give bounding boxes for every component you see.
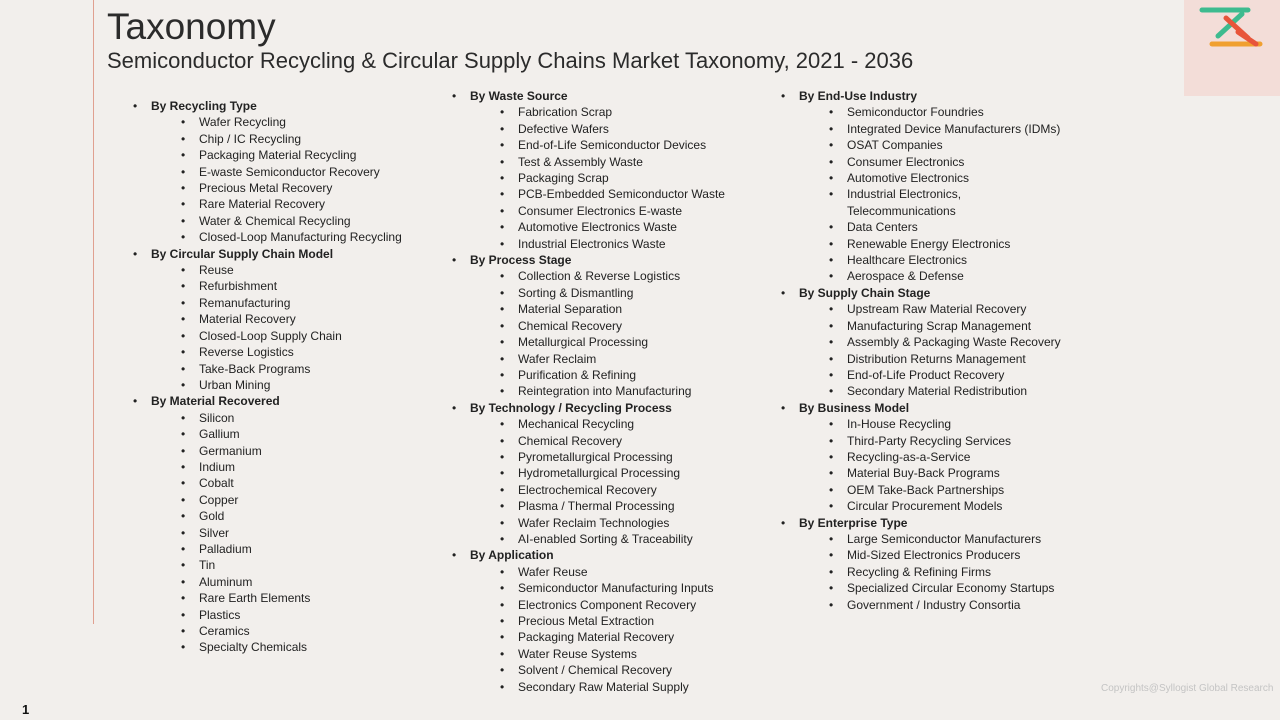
taxonomy-item-label: • Urban Mining [199,377,271,392]
category-heading: • By Process Stage [452,252,772,268]
taxonomy-list-item [133,410,453,426]
taxonomy-list-item [781,154,1101,170]
taxonomy-item-label: • Automotive Electronics Waste [518,220,677,235]
taxonomy-item-label: • Secondary Material Redistribution [847,384,1028,399]
taxonomy-item-label: • Gold [199,509,225,524]
taxonomy-item-label: • Electronics Component Recovery [518,597,697,612]
category-heading: • By Circular Supply Chain Model [133,246,453,262]
taxonomy-item-label: • Fabrication Scrap [518,105,613,120]
taxonomy-list-item [133,525,453,541]
taxonomy-list-item [133,377,453,393]
taxonomy-item-label: • Precious Metal Extraction [518,614,655,628]
taxonomy-list-item [781,416,1101,432]
taxonomy-item-label: • Secondary Raw Material Supply [518,679,689,694]
taxonomy-list-item [133,623,453,639]
taxonomy-item-label: • Metallurgical Processing [518,335,649,350]
taxonomy-list-item [133,114,453,130]
taxonomy-list-item [133,229,453,245]
taxonomy-list-item [133,328,453,344]
taxonomy-list-item [452,301,772,317]
taxonomy-list-item [781,137,1101,153]
taxonomy-item-label: • Tin [199,558,216,573]
taxonomy-list-item [781,252,1101,268]
taxonomy-list-item [781,186,1101,219]
taxonomy-list-item [781,449,1101,465]
taxonomy-list-item [452,104,772,120]
taxonomy-list-item [133,147,453,163]
taxonomy-list-item [781,547,1101,563]
taxonomy-item-label: • Palladium [199,541,252,556]
taxonomy-item-label: • Large Semiconductor Manufacturers [847,531,1042,546]
taxonomy-item-label: • OEM Take-Back Partnerships [847,482,1005,497]
taxonomy-list-item [133,213,453,229]
taxonomy-item-label: • Rare Earth Elements [199,591,311,606]
taxonomy-list-item [781,564,1101,580]
taxonomy-list-item [452,383,772,399]
taxonomy-item-label: • Consumer Electronics E-waste [518,203,683,218]
category-heading: • By Technology / Recycling Process [452,400,772,416]
taxonomy-item-label: • Electrochemical Recovery [518,482,657,497]
taxonomy-item-label: • Ceramics [199,624,250,638]
taxonomy-item-label: • Material Buy-Back Programs [847,466,1000,481]
taxonomy-item-label: • In-House Recycling [847,417,952,432]
taxonomy-item-label: • Silicon [199,410,235,425]
taxonomy-list-item [781,351,1101,367]
taxonomy-list-item [133,311,453,327]
taxonomy-item-label: • Precious Metal Recovery [199,181,333,196]
taxonomy-list-item [781,367,1101,383]
category-heading: • By End-Use Industry [781,88,1101,104]
taxonomy-item-label: • Government / Industry Consortia [847,597,1021,612]
taxonomy-list-item [781,334,1101,350]
taxonomy-list-item [452,137,772,153]
taxonomy-list-item [781,465,1101,481]
taxonomy-item-label: • Test & Assembly Waste [518,154,643,169]
taxonomy-item-label: • Packaging Material Recovery [518,630,675,645]
taxonomy-item-label: • Wafer Reclaim Technologies [518,515,670,530]
taxonomy-item-label: • Cobalt [199,476,234,491]
taxonomy-list-item [133,196,453,212]
taxonomy-item-label: • Refurbishment [199,279,278,294]
taxonomy-item-label: • Hydrometallurgical Processing [518,466,681,481]
taxonomy-item-label: • Reintegration into Manufacturing [518,384,692,399]
taxonomy-list-item [133,295,453,311]
logo-container [1184,0,1280,96]
taxonomy-list-item [133,574,453,590]
taxonomy-list-item [781,268,1101,284]
taxonomy-item-label: • Upstream Raw Material Recovery [847,302,1027,317]
taxonomy-item-label: • Mechanical Recycling [518,417,635,432]
taxonomy-item-label: • Indium [199,459,236,474]
taxonomy-list-item [781,498,1101,514]
taxonomy-list-item [133,262,453,278]
taxonomy-list-item [452,334,772,350]
category-heading: • By Business Model [781,400,1101,416]
taxonomy-list-item [452,515,772,531]
taxonomy-column-1 [133,98,453,656]
taxonomy-list-item [452,219,772,235]
category-heading: • By Recycling Type [133,98,453,114]
taxonomy-list-item [452,268,772,284]
copyright-notice: Copyrights@Syllogist Global Research [1101,683,1274,694]
taxonomy-list-item [133,131,453,147]
taxonomy-item-label: • Manufacturing Scrap Management [847,318,1032,333]
taxonomy-list-item [452,170,772,186]
taxonomy-list-item [781,597,1101,613]
taxonomy-item-label: • Remanufacturing [199,295,291,310]
taxonomy-item-label: • Specialty Chemicals [199,640,308,655]
taxonomy-item-label: • Packaging Scrap [518,171,609,186]
taxonomy-list-item [452,351,772,367]
taxonomy-item-label: • Material Recovery [199,312,296,327]
taxonomy-list-item [452,433,772,449]
taxonomy-list-item [781,121,1101,137]
taxonomy-list-item [133,492,453,508]
taxonomy-item-label: • Renewable Energy Electronics [847,236,1011,251]
taxonomy-item-label: • Mid-Sized Electronics Producers [847,548,1021,563]
taxonomy-list-item [781,531,1101,547]
taxonomy-list-item [452,285,772,301]
taxonomy-list-item [133,590,453,606]
taxonomy-list-item [133,459,453,475]
taxonomy-item-label: • Solvent / Chemical Recovery [518,663,673,678]
page-number: 1 [22,702,30,717]
taxonomy-list-item [452,367,772,383]
taxonomy-item-label: • Water & Chemical Recycling [199,213,351,228]
taxonomy-list-item [452,186,772,202]
taxonomy-item-label: • AI-enabled Sorting & Traceability [518,531,693,546]
taxonomy-item-label: • E-waste Semiconductor Recovery [199,164,380,179]
taxonomy-list-item [781,170,1101,186]
taxonomy-list-item [452,318,772,334]
taxonomy-item-label: • Gallium [199,427,240,442]
taxonomy-item-label: • Semiconductor Foundries [847,105,984,120]
taxonomy-list-item [452,416,772,432]
taxonomy-item-label: • Collection & Reverse Logistics [518,269,681,284]
taxonomy-item-label: • Water Reuse Systems [518,646,637,661]
taxonomy-item-label: • Purification & Refining [518,367,637,382]
taxonomy-list-item [133,639,453,655]
taxonomy-list-item [452,482,772,498]
taxonomy-item-label: • Plasma / Thermal Processing [518,499,675,514]
category-heading: • By Waste Source [452,88,772,104]
taxonomy-list-item [452,597,772,613]
taxonomy-list-item [781,219,1101,235]
page-subtitle: Semiconductor Recycling & Circular Supply Chains Market Taxonomy, 2021 - 2036 [107,48,914,73]
taxonomy-item-label: • Consumer Electronics [847,154,965,169]
taxonomy-column-2 [452,88,772,695]
taxonomy-item-label: • Packaging Material Recycling [199,148,357,163]
taxonomy-item-label: • Material Separation [518,302,623,317]
taxonomy-item-label: • Reuse [199,263,234,278]
category-heading: • By Material Recovered [133,393,453,409]
taxonomy-list-item [781,236,1101,252]
taxonomy-item-label: • Chip / IC Recycling [199,131,302,146]
taxonomy-item-label: • Wafer Reuse [518,564,588,579]
taxonomy-list-item [781,580,1101,596]
taxonomy-item-label: • Chemical Recovery [518,318,623,333]
taxonomy-list-item [452,121,772,137]
taxonomy-item-label: • Recycling & Refining Firms [847,564,992,579]
taxonomy-item-label: • OSAT Companies [847,138,943,153]
taxonomy-item-label: • Data Centers [847,220,918,235]
taxonomy-list-item [133,426,453,442]
taxonomy-list-item [452,613,772,629]
taxonomy-list-item [452,203,772,219]
taxonomy-item-label: • Closed-Loop Supply Chain [199,328,342,343]
taxonomy-list-item [133,541,453,557]
taxonomy-list-item [781,104,1101,120]
taxonomy-list-item [133,278,453,294]
taxonomy-list-item [133,557,453,573]
taxonomy-list-item [133,475,453,491]
taxonomy-list-item [781,433,1101,449]
taxonomy-list-item [452,531,772,547]
taxonomy-item-label: • Specialized Circular Economy Startups [847,581,1055,596]
taxonomy-item-label: • Industrial Electronics Waste [518,236,666,251]
taxonomy-list-item [452,465,772,481]
taxonomy-item-label: • Rare Material Recovery [199,197,326,212]
taxonomy-list-item [452,236,772,252]
taxonomy-item-label: • Plastics [199,607,241,622]
taxonomy-item-label: • End-of-Life Semiconductor Devices [518,138,707,153]
syllogist-logo-icon [1198,4,1266,52]
page-title: Taxonomy [107,6,276,47]
taxonomy-list-item [452,646,772,662]
taxonomy-item-label: • Copper [199,492,239,507]
taxonomy-item-label: • Industrial Electronics, Telecommunications [847,187,962,218]
taxonomy-list-item [452,449,772,465]
taxonomy-item-label: • Chemical Recovery [518,433,623,448]
taxonomy-item-label: • Aerospace & Defense [847,269,964,284]
category-heading: • By Enterprise Type [781,515,1101,531]
taxonomy-list-item [781,482,1101,498]
taxonomy-list-item [452,662,772,678]
taxonomy-list-item [452,498,772,514]
taxonomy-item-label: • Take-Back Programs [199,361,311,376]
accent-divider-line [93,0,94,624]
taxonomy-list-item [452,154,772,170]
taxonomy-list-item [133,508,453,524]
taxonomy-list-item [452,580,772,596]
taxonomy-item-label: • Wafer Recycling [199,115,286,130]
taxonomy-item-label: • Automotive Electronics [847,171,970,186]
taxonomy-item-label: • Germanium [199,443,262,458]
taxonomy-list-item [781,301,1101,317]
taxonomy-list-item [781,383,1101,399]
taxonomy-list-item [133,180,453,196]
taxonomy-item-label: • Reverse Logistics [199,345,294,360]
taxonomy-item-label: • End-of-Life Product Recovery [847,367,1005,382]
taxonomy-item-label: • Sorting & Dismantling [518,285,634,300]
taxonomy-item-label: • Distribution Returns Management [847,351,1026,366]
taxonomy-item-label: • Integrated Device Manufacturers (IDMs) [847,121,1061,136]
taxonomy-item-label: • Recycling-as-a-Service [847,449,971,464]
taxonomy-item-label: • Pyrometallurgical Processing [518,449,673,464]
taxonomy-column-3 [781,88,1101,613]
taxonomy-item-label: • Circular Procurement Models [847,499,1003,514]
taxonomy-item-label: • Semiconductor Manufacturing Inputs [518,581,714,596]
taxonomy-item-label: • PCB-Embedded Semiconductor Waste [518,187,725,202]
taxonomy-list-item [452,629,772,645]
taxonomy-item-label: • Closed-Loop Manufacturing Recycling [199,230,402,245]
taxonomy-list-item [452,679,772,695]
taxonomy-list-item [133,443,453,459]
taxonomy-list-item [452,564,772,580]
taxonomy-item-label: • Silver [199,525,230,540]
taxonomy-item-label: • Aluminum [199,574,253,589]
category-heading: • By Application [452,547,772,563]
taxonomy-item-label: • Healthcare Electronics [847,253,968,268]
category-heading: • By Supply Chain Stage [781,285,1101,301]
taxonomy-item-label: • Assembly & Packaging Waste Recovery [847,335,1061,350]
taxonomy-list-item [133,607,453,623]
taxonomy-list-item [781,318,1101,334]
taxonomy-item-label: • Defective Wafers [518,121,609,136]
taxonomy-list-item [133,164,453,180]
taxonomy-list-item [133,344,453,360]
taxonomy-item-label: • Third-Party Recycling Services [847,433,1012,448]
taxonomy-item-label: • Wafer Reclaim [518,351,597,366]
taxonomy-list-item [133,361,453,377]
